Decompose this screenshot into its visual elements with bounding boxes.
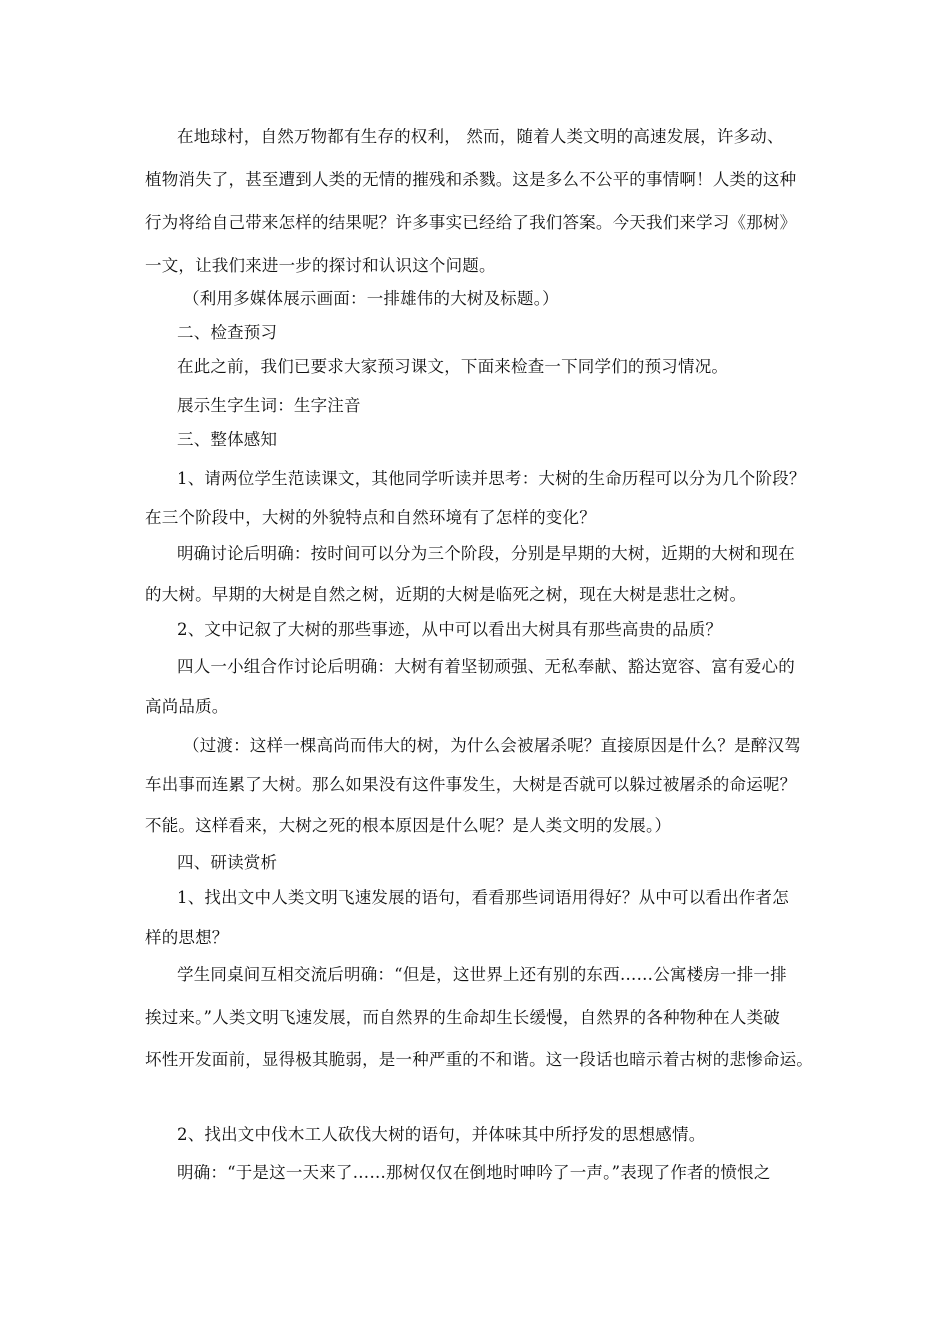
- paragraph-line: 挨过来。”人类文明飞速发展，而自然界的生命却生长缓慢，自然界的各种物种在人类破: [145, 1008, 780, 1027]
- paragraph-line: 展示生字生词：生字注音: [177, 396, 361, 415]
- paragraph-line: 车出事而连累了大树。那么如果没有这件事发生，大树是否就可以躲过被屠杀的命运呢？: [145, 775, 797, 794]
- paragraph-line: 1、找出文中人类文明飞速发展的语句，看看那些词语用得好？从中可以看出作者怎: [177, 888, 789, 907]
- paragraph-line: 样的思想？: [145, 928, 229, 947]
- paragraph-line: 在三个阶段中，大树的外貌特点和自然环境有了怎样的变化？: [145, 508, 596, 527]
- paragraph-line: 不能。这样看来，大树之死的根本原因是什么呢？是人类文明的发展。）: [145, 816, 672, 835]
- paragraph-line: 坏性开发面前，显得极其脆弱，是一种严重的不和谐。这一段话也暗示着古树的悲惨命运。: [145, 1050, 813, 1069]
- section-heading: 二、检查预习: [177, 323, 278, 342]
- paragraph-line: 在地球村，自然万物都有生存的权利， 然而，随着人类文明的高速发展，许多动、: [177, 127, 784, 146]
- paragraph-line: 行为将给自己带来怎样的结果呢？许多事实已经给了我们答案。今天我们来学习《那树》: [145, 213, 797, 232]
- paragraph-line: 学生同桌间互相交流后明确：“但是，这世界上还有别的东西……公寓楼房一排一排: [177, 965, 787, 984]
- paragraph-line: 2、文中记叙了大树的那些事迹，从中可以看出大树具有那些高贵的品质？: [177, 620, 723, 639]
- paragraph-line: （过渡：这样一棵高尚而伟大的树，为什么会被屠杀呢？直接原因是什么？是醉汉驾: [183, 736, 801, 755]
- paragraph-line: 在此之前，我们已要求大家预习课文，下面来检查一下同学们的预习情况。: [177, 357, 729, 376]
- paragraph-line: 四人一小组合作讨论后明确：大树有着坚韧顽强、无私奉献、豁达宽容、富有爱心的: [177, 657, 795, 676]
- paragraph-line: 2、找出文中伐木工人砍伐大树的语句，并体味其中所抒发的思想感情。: [177, 1125, 706, 1144]
- paragraph-line: 植物消失了，甚至遭到人类的无情的摧残和杀戮。这是多么不公平的事情啊！人类的这种: [145, 170, 797, 189]
- section-heading: 四、研读赏析: [177, 853, 278, 872]
- paragraph-line: 明确讨论后明确：按时间可以分为三个阶段，分别是早期的大树，近期的大树和现在: [177, 544, 795, 563]
- paragraph-line: 的大树。早期的大树是自然之树，近期的大树是临死之树，现在大树是悲壮之树。: [145, 585, 747, 604]
- paragraph-line: 高尚品质。: [145, 697, 229, 716]
- paragraph-line: 一文，让我们来进一步的探讨和认识这个问题。: [145, 256, 496, 275]
- section-heading: 三、整体感知: [177, 430, 278, 449]
- paragraph-line: （利用多媒体展示画面：一排雄伟的大树及标题。）: [183, 289, 559, 308]
- paragraph-line: 1、请两位学生范读课文，其他同学听读并思考：大树的生命历程可以分为几个阶段？: [177, 469, 806, 488]
- paragraph-line: 明确：“于是这一天来了……那树仅仅在倒地时呻吟了一声。”表现了作者的愤恨之: [177, 1163, 771, 1182]
